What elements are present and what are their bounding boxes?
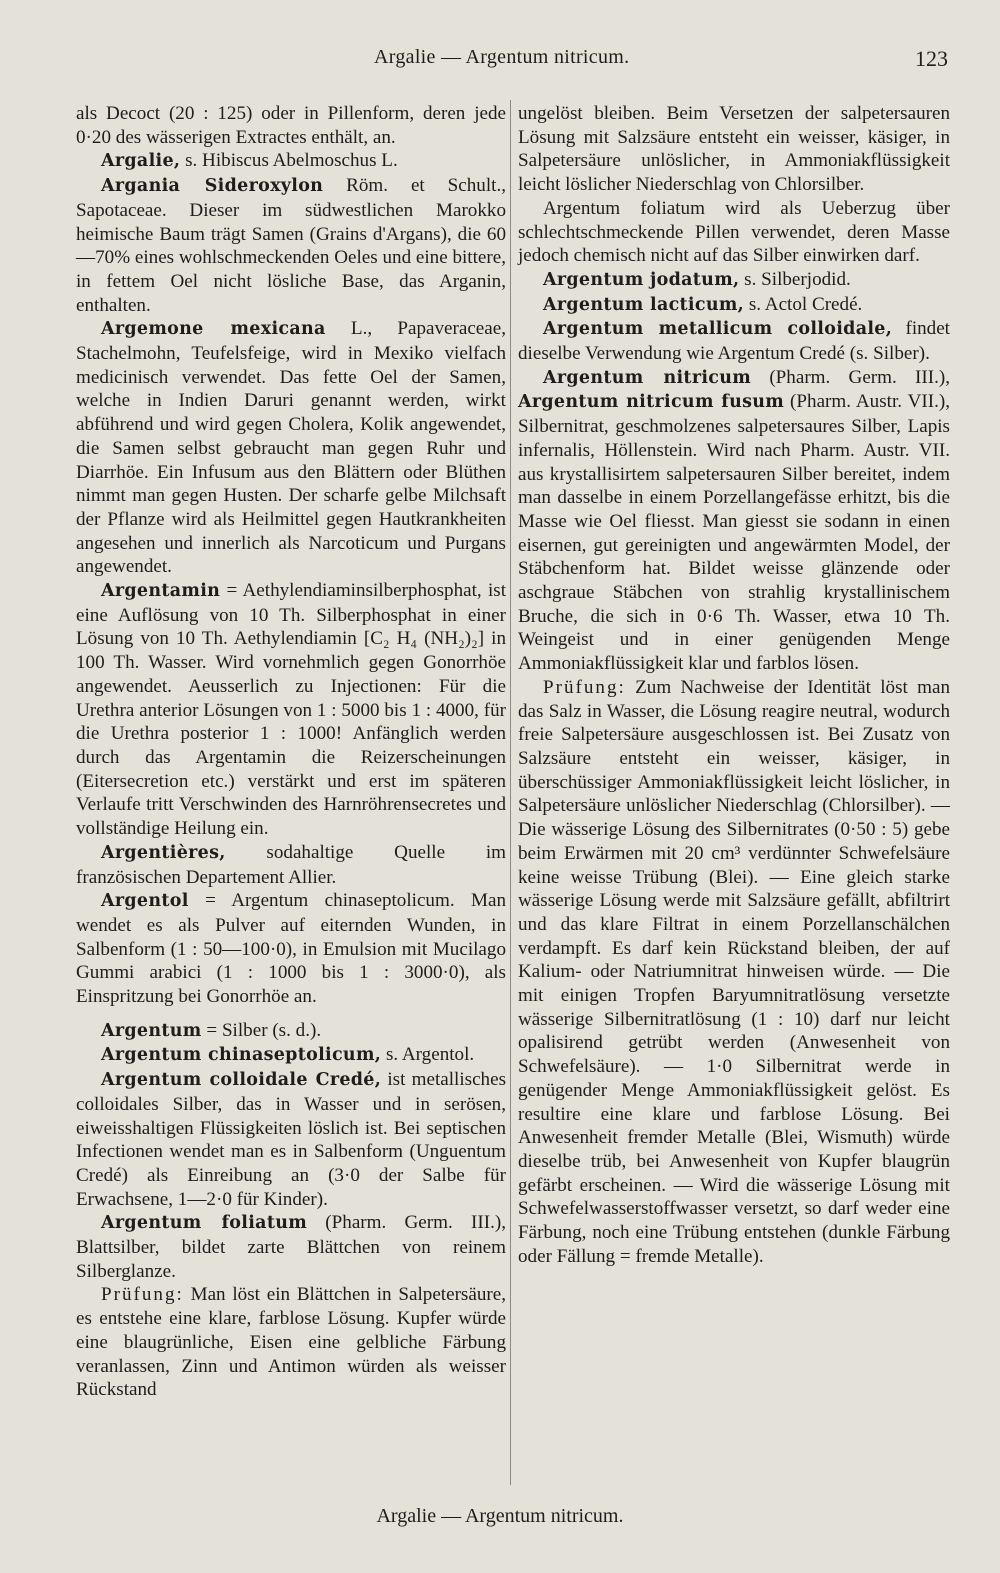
headword: Argania Sideroxylon xyxy=(101,176,324,197)
headword: Argentum colloidale Credé, xyxy=(101,1070,382,1091)
entry-argentum-chinaseptolicum xyxy=(76,1043,506,1068)
column-divider xyxy=(510,100,511,1485)
pruefung-paragraph xyxy=(518,676,950,1269)
entry-text: = Silber (s. d.). xyxy=(201,1019,322,1041)
entry-text: = Aethylendiaminsilberphosphat, ist eine Auflösung von 10 Th. Silberphosphat in einer Lösung von 10 Th. Aethylendiamin [C₂ H₄ (NH₂)₂] in 100 Th. Wasser. Wird vornehmlich gegen Gonorrhöe angewendet. Aeusserlich zu Injectionen: Für die Urethra anterior Lösungen von 1 : 5000 bis 1 : 4000, für die Urethra posterior 1 : 1000! Anfänglich werden durch das Argentamin die Reizerscheinungen (Eitersecretion etc.) verstärkt und erst im späteren Verlaufe tritt Verschwinden des Harnröhrensecretes und vollständige Heilung ein. xyxy=(76,580,506,840)
headword: Argentières, xyxy=(101,842,226,863)
headword: Argentum metallicum colloidale, xyxy=(543,319,893,340)
entry-text: Zum Nachweise der Identität löst man das Salz in Wasser, die Lösung reagire neutral, wodurch freie Salpetersäure ausgeschlossen ist. Bei Zusatz von Salzsäure entsteht ein weisser, käsiger, in überschüssiger Ammoniakflüssigkeit leicht löslicher, in Salpetersäure unlöslicher Niederschlag (Chlorsilber). — Die wässerige Lösung des Silbernitrates (0·50 : 5) gebe beim Erwärmen mit 20 cm³ verdünnter Schwefelsäure keine weisse Trübung (Blei). — Eine gleich starke wässerige Lösung werde mit Salzsäure gefällt, abfiltrirt und das klare Filtrat in einem Porzellanschälchen verdampft. Es darf kein Rückstand bleiben, der auf Kalium- oder Natriumnitrat hinweisen würde. — Die mit einigen Tropfen Baryumnitratlösung versetzte wässerige Silbernitratlösung (1 : 10) darf nur leicht opalisirend getrübt werden (Anwesenheit von Schwefelsäure). — 1·0 Silbernitrat werde in genügender Menge Ammoniakflüssigkeit gelöst. Es resultire eine klare und farblose Lösung. Bei Anwesenheit fremder Metalle (Blei, Wismuth) würde dieselbe trüb, bei Anwesenheit von Kupfer blaugrün gefärbt erscheinen. — Wird die wässerige Lösung mit Schwefelwasserstoffwasser versetzt, so darf weder eine Färbung, noch eine Trübung entstehen (dunkle Färbung oder Fällung = fremde Metalle). xyxy=(518,676,950,1267)
spacer xyxy=(76,1009,506,1019)
headword: Argentum foliatum xyxy=(101,1213,308,1234)
headword: Argentamin xyxy=(101,581,221,602)
headword: Argentum jodatum, xyxy=(543,269,740,290)
entry-argentamin xyxy=(76,579,506,841)
headword: Argentum chinaseptolicum, xyxy=(101,1045,382,1066)
headword: Argentum nitricum fusum xyxy=(518,392,785,413)
headword: Argentum nitricum xyxy=(543,367,752,388)
entry-argentum-nitricum xyxy=(518,366,950,676)
entry-argentum-metallicum xyxy=(518,317,950,365)
pruefung-label: Prüfung: xyxy=(543,676,626,698)
entry-argentum-lacticum xyxy=(518,293,950,318)
entry-text: s. Hibiscus Abelmoschus L. xyxy=(180,150,398,172)
pruefung-paragraph xyxy=(76,1283,506,1402)
entry-text: Man löst ein Blättchen in Salpetersäure, es entstehe eine klare, farblose Lösung. Kupfer würde eine blaugrünliche, Eisen eine gelbliche Färbung veranlassen, Zinn und Antimon würden als weisser Rückstand xyxy=(76,1284,506,1401)
entry-argentum xyxy=(76,1019,506,1044)
entry-text: (Pharm. Germ. III.), Blattsilber, bildet zarte Blättchen von reinem Silberglanze. xyxy=(76,1212,506,1282)
entry-argentieres xyxy=(76,841,506,889)
entry-text: s. Argentol. xyxy=(381,1044,475,1066)
entry-text: sodahaltige Quelle im französischen Departement Allier. xyxy=(76,841,506,888)
entry-text: L., Papaveraceae, Stachelmohn, Teufelsfeige, wird in Mexiko vielfach medicinisch verwendet. Das fette Oel der Samen, welche in Indien Daruri genannt werden, wirkt abführend und wird gegen Cholera, Kolik angewendet, die Samen selbst gebraucht man gegen Ruhr und Diarrhöe. Ein Infusum aus den Blättern oder Blüthen nimmt man gegen Husten. Der scharfe gelbe Milchsaft der Pflanze wird als Heilmittel gegen Hautkrankheiten angesehen und innerlich als Narcoticum und Purgans angewendet. xyxy=(76,318,506,578)
pruefung-label: Prüfung: xyxy=(101,1284,184,1306)
headword: Argentum xyxy=(101,1020,202,1041)
entry-text: ist metallisches colloidales Silber, das in Wasser und in serösen, eiweisshaltigen Flüssigkeiten löslich ist. Bei septischen Infectionen wendet man es in Salbenform (Unguentum Credé) als Einreibung an (3·0 der Salbe für Erwachsene, 1—2·0 für Kinder). xyxy=(76,1069,506,1210)
entry-text: findet dieselbe Verwendung wie Argentum Credé (s. Silber). xyxy=(518,318,950,365)
entry-text: Röm. et Schult., Sapotaceae. Dieser im südwestlichen Marokko heimische Baum trägt Samen (Grains d'Argans), die 60—70% eines wohlschmeckenden Oeles und eine bittere, in fettem Oel nicht lösliche Base, das Arganin, enthalten. xyxy=(76,175,507,316)
page-number: 123 xyxy=(915,46,948,71)
headword: Argalie, xyxy=(101,151,181,172)
entry-text: (Pharm. Austr. VII.), Silbernitrat, geschmolzenes salpetersaures Silber, Lapis infernalis, Höllenstein. Wird nach Pharm. Austr. VII. aus krystallisirtem salpetersauren Silber bereitet, indem man dasselbe in einem Porzellangefässe erhitzt, bis die Masse wie Oel fliesst. Man giesst sie sodann in einen eisernen, gut gereinigten und angewärmten Model, der Stäbchenform hat. Bildet weisse glänzende oder aschgraue Stäbchen von strahlig krystallinischem Bruche, die sich in 0·6 Th. Wasser, etwa 10 Th. Weingeist und in einer genügenden Menge Ammoniakflüssigkeit klar und farblos lösen. xyxy=(518,391,950,675)
entry-text: = Argentum chinaseptolicum. Man wendet es als Pulver auf eiternden Wunden, in Salbenform (1 : 50—100·0), in Emulsion mit Mucilago Gummi arabici (1 : 1000 bis 1 : 3000·0), als Einspritzung bei Gonorrhöe an. xyxy=(76,890,506,1008)
paragraph: Argentum foliatum wird als Ueberzug über schlechtschmeckende Pillen verwendet, deren Masse jedoch chemisch nicht auf das Silber einwirken darf. xyxy=(518,197,950,267)
right-column xyxy=(518,102,950,1268)
continued-paragraph: ungelöst bleiben. Beim Versetzen der salpetersauren Lösung mit Salzsäure entsteht ein weisser, käsiger, in Salpetersäure unlöslicher, in Ammoniakflüssigkeit leicht löslicher Niederschlag von Chlorsilber. xyxy=(518,103,950,196)
entry-text: (Pharm. Germ. III.), xyxy=(751,366,950,388)
entry-argentum-jodatum xyxy=(518,268,950,293)
continued-paragraph: als Decoct (20 : 125) oder in Pillenform, deren jede 0·20 des wässerigen Extractes enthält, an. xyxy=(76,103,506,148)
entry-argemone xyxy=(76,317,506,579)
page-footer: Argalie — Argentum nitricum. xyxy=(376,1505,624,1527)
headword: Argentol xyxy=(101,891,189,912)
entry-text: s. Actol Credé. xyxy=(744,293,863,315)
entry-text: s. Silberjodid. xyxy=(739,268,851,290)
headword: Argentum lacticum, xyxy=(543,294,745,315)
entry-argentum-colloidale xyxy=(76,1068,506,1211)
entry-argentum-foliatum xyxy=(76,1211,506,1283)
entry-argania xyxy=(76,174,506,317)
page-header xyxy=(76,46,948,76)
entry-argentol xyxy=(76,889,506,1009)
left-column xyxy=(76,102,506,1402)
running-title: Argalie — Argentum nitricum. xyxy=(374,46,630,68)
entry-argalie xyxy=(76,149,506,174)
headword: Argemone mexicana xyxy=(101,319,326,340)
